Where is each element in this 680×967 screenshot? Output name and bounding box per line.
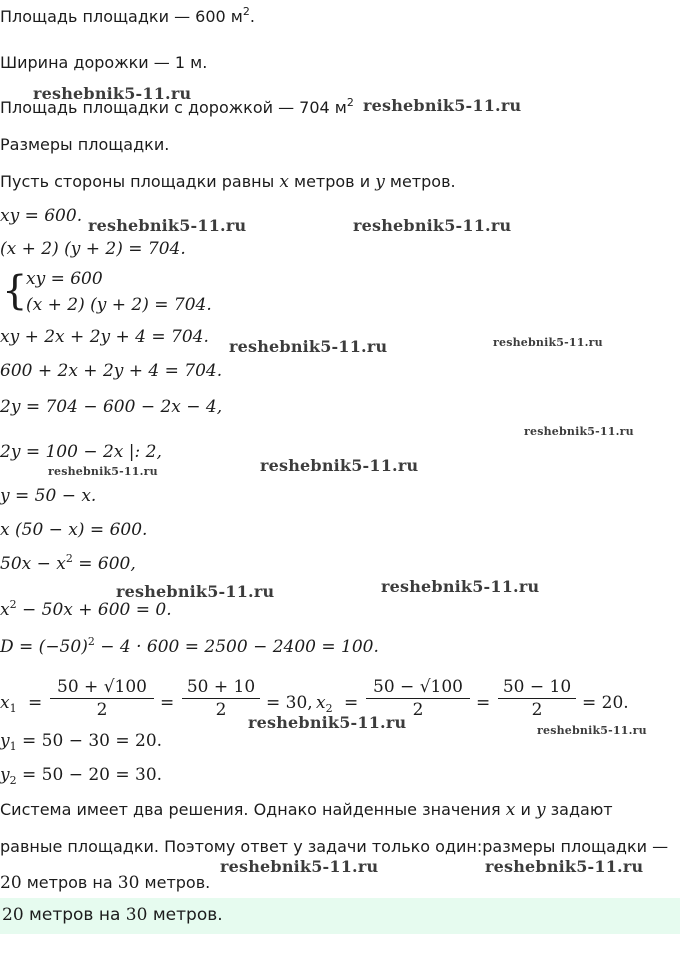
watermark: reshebnik5-11.ru [493,336,603,349]
eq-xy: xy = 600. [0,206,83,226]
system-eq2: (x + 2) (y + 2) = 704. [26,295,212,315]
eq-quadratic-a: $50x - x^2 = 600$, [0,552,136,574]
eq-quadratic: $x^2 - 50x + 600 = 0$. [0,598,172,620]
x1-label: $x_1$ [0,693,17,715]
watermark: reshebnik5-11.ru [260,456,419,475]
answer-text: 20 метров на 30 метров. [2,905,223,925]
eq-y: y = 50 − x. [0,486,97,506]
fraction-x1-simplified: $\frac{50 + 10}{2}$ [182,676,260,721]
eq-divide: 2y = 100 − 2x |: 2, [0,442,162,462]
conclusion-line-1: Система имеет два решения. Однако найденные значения x и y задают [0,800,613,820]
x2-label: $x_2$ [316,693,333,715]
eq-y2: $y_2 = 50 - 20 = 30$. [0,765,163,787]
eq-substituted: 600 + 2x + 2y + 4 = 704. [0,361,223,381]
line-let-sides: Пусть стороны площадки равны x метров и y метров. [0,172,456,192]
fraction-x2-simplified: $\frac{50 - 10}{2}$ [498,676,576,721]
eq-sign-3: = [344,693,359,713]
line-area-with-path: Площадь площадки с дорожкой — 704 $м^2$ [0,96,354,117]
watermark: reshebnik5-11.ru [88,216,247,235]
x2-value: = 20. [582,693,629,713]
eq-expanded: xy + 2x + 2y + 4 = 704. [0,327,209,347]
watermark: reshebnik5-11.ru [353,216,512,235]
line-path-width: Ширина дорожки — 1 м. [0,53,208,72]
watermark: reshebnik5-11.ru [524,425,634,438]
eq-discriminant: $D = (-50)^2 - 4 \cdot 600 = 2500 - 2400 = 100$. [0,635,379,657]
watermark: reshebnik5-11.ru [220,857,379,876]
conclusion-line-3: 20 метров на 30 метров. [0,873,211,893]
watermark: reshebnik5-11.ru [537,724,647,737]
eq-x-product: x (50 − x) = 600. [0,520,148,540]
watermark: reshebnik5-11.ru [485,857,644,876]
line-area: Площадь площадки — 600 $м^2$. [0,5,255,26]
watermark: reshebnik5-11.ru [248,713,407,732]
x1-value: = 30, [266,693,313,713]
fraction-x1-root: $\frac{50 + √100}{2}$ [50,676,154,721]
conclusion-line-2: равные площадки. Поэтому ответ у задачи только один:размеры площадки — [0,837,669,856]
watermark: reshebnik5-11.ru [48,465,158,478]
watermark: reshebnik5-11.ru [33,84,192,103]
system-eq1: xy = 600 [26,269,103,289]
eq-sign-4: = [476,693,491,713]
eq-y1: $y_1 = 50 - 30 = 20$. [0,731,163,753]
eq-isolate: 2y = 704 − 600 − 2x − 4, [0,397,223,417]
watermark: reshebnik5-11.ru [116,582,275,601]
watermark: reshebnik5-11.ru [229,337,388,356]
eq-product: (x + 2) (y + 2) = 704. [0,239,186,259]
eq-sign-1: = [28,693,43,713]
watermark: reshebnik5-11.ru [363,96,522,115]
system-brace: { [2,268,28,314]
line-sizes: Размеры площадки. [0,135,170,154]
watermark: reshebnik5-11.ru [381,577,540,596]
fraction-x2-root: $\frac{50 - √100}{2}$ [366,676,470,721]
eq-sign-2: = [160,693,175,713]
